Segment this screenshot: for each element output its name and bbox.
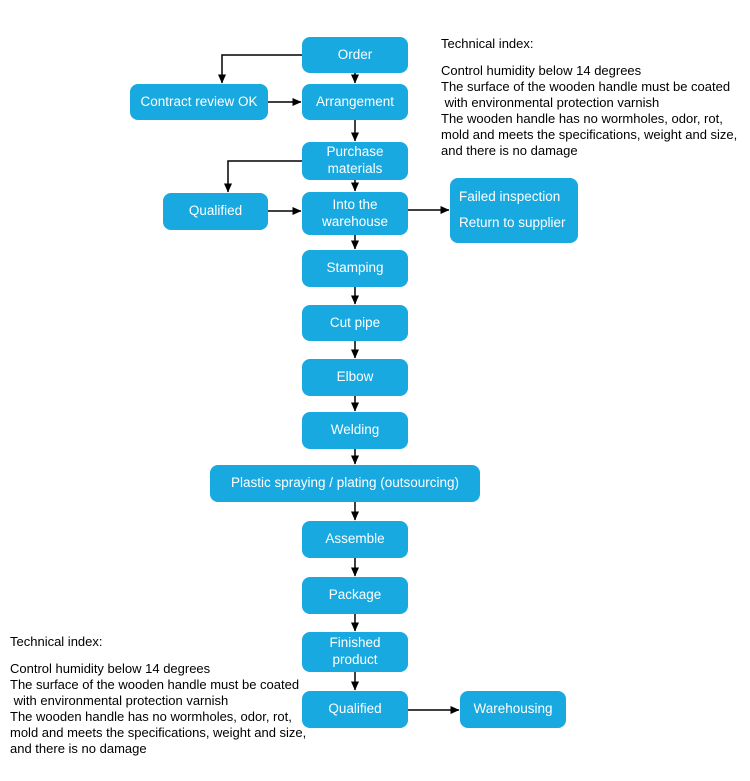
technical-index-line: and there is no damage [10,741,147,756]
node-plastic-spraying-plating: Plastic spraying / plating (outsourcing) [210,465,480,502]
node-elbow: Elbow [302,359,408,396]
node-contract-review-ok: Contract review OK [130,84,268,120]
technical-index-line: with environmental protection varnish [10,693,229,708]
technical-index-line: The wooden handle has no wormholes, odor, rot, [10,709,292,724]
arrow-purchase-to-qualified-left [228,161,302,192]
technical-index-line: Control humidity below 14 degrees [10,661,211,676]
node-assemble: Assemble [302,521,408,558]
node-cut-pipe: Cut pipe [302,305,408,341]
technical-index-title: Technical index: [10,634,103,649]
node-package: Package [302,577,408,614]
node-qualified-final: Qualified [302,691,408,728]
node-welding: Welding [302,412,408,449]
node-into-the-warehouse: Into the warehouse [302,192,408,235]
technical-index-line: and there is no damage [441,143,578,158]
technical-index-line: The wooden handle has no wormholes, odor, rot, [441,111,723,126]
node-failed-inspection [450,178,578,243]
technical-index-top-right [441,36,741,159]
technical-index-bottom-left [10,634,340,757]
node-arrangement: Arrangement [302,84,408,120]
technical-index-line: mold and meets the specifications, weight and size, [10,725,307,740]
failed-inspection-line1: Failed inspection [459,189,561,205]
technical-index-line: The surface of the wooden handle must be coated [441,79,731,94]
node-finished-product: Finished product [302,632,408,672]
technical-index-line: with environmental protection varnish [441,95,660,110]
technical-index-line: The surface of the wooden handle must be coated [10,677,300,692]
node-qualified-incoming: Qualified [163,193,268,230]
technical-index-line: mold and meets the specifications, weight and size, [441,127,738,142]
technical-index-title: Technical index: [441,36,534,51]
failed-inspection-line2: Return to supplier [459,215,566,230]
arrow-order-to-contract-review [222,55,302,83]
technical-index-line: Control humidity below 14 degrees [441,63,642,78]
node-purchase-materials: Purchase materials [302,142,408,180]
node-warehousing: Warehousing [460,691,566,728]
node-order: Order [302,37,408,73]
node-stamping: Stamping [302,250,408,287]
